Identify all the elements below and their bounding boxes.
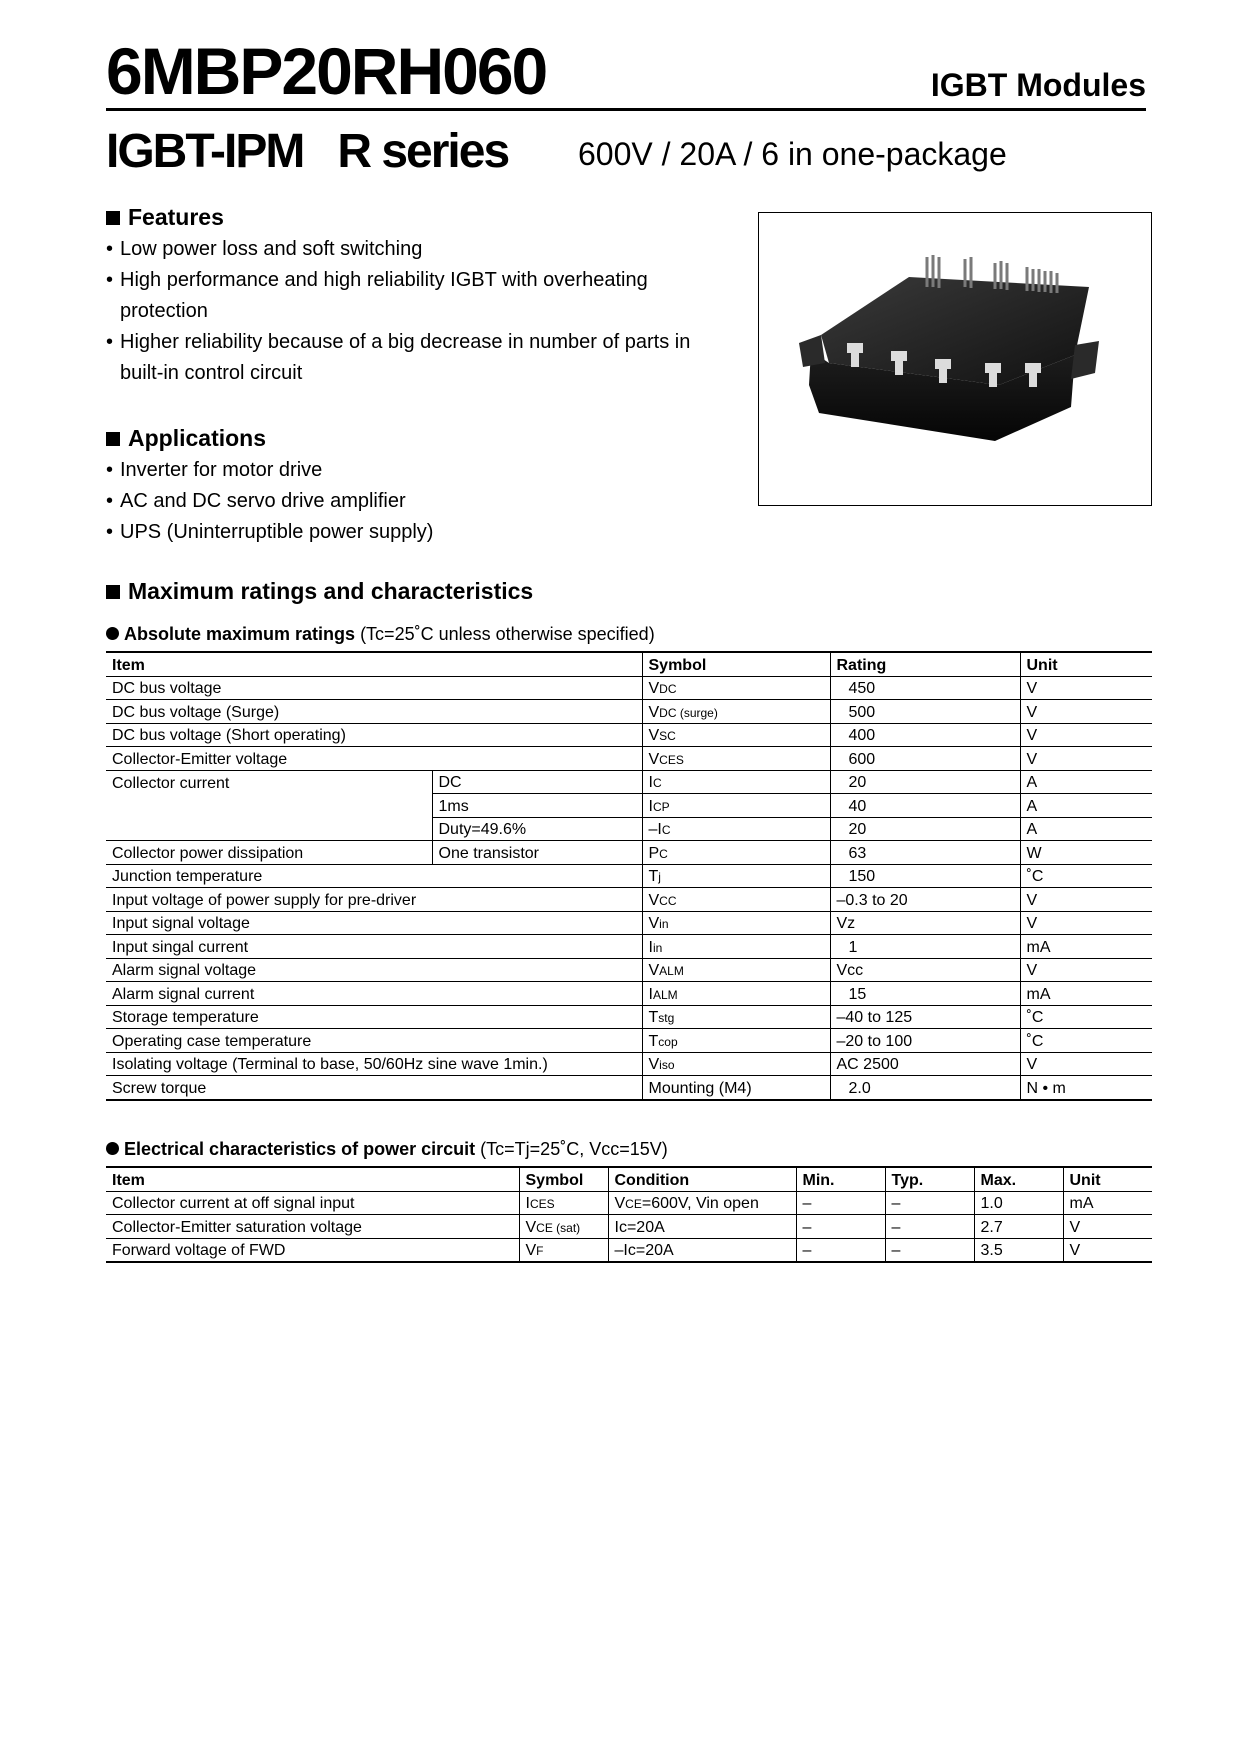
cell-unit: V bbox=[1063, 1215, 1152, 1239]
square-bullet-icon bbox=[106, 432, 120, 446]
cell-min: – bbox=[796, 1191, 885, 1215]
electrical-caption-title: Electrical characteristics of power circuit bbox=[124, 1139, 476, 1159]
abs-max-caption bbox=[106, 624, 655, 645]
list-item: • UPS (Uninterruptible power supply) bbox=[106, 521, 434, 543]
cell-unit: mA bbox=[1020, 935, 1152, 959]
cell-unit: V bbox=[1020, 911, 1152, 935]
table-row bbox=[106, 676, 1152, 700]
list-item: • Higher reliability because of a big decrease in number of parts in built-in control circuit bbox=[106, 331, 691, 384]
cell-symbol bbox=[642, 1052, 830, 1076]
col-header-min: Min. bbox=[796, 1167, 885, 1191]
square-bullet-icon bbox=[106, 585, 120, 599]
max-ratings-heading bbox=[106, 578, 533, 605]
col-header-item: Item bbox=[106, 1167, 519, 1191]
features-list bbox=[106, 234, 726, 389]
table-row bbox=[106, 1052, 1152, 1076]
symbol-subscript: F bbox=[536, 1244, 544, 1258]
abs-max-caption-title: Absolute maximum ratings bbox=[124, 624, 356, 644]
cell-symbol bbox=[642, 982, 830, 1006]
col-header-unit: Unit bbox=[1020, 652, 1152, 676]
table-row bbox=[106, 982, 1152, 1006]
col-header-rating: Rating bbox=[830, 652, 1020, 676]
electrical-caption-condition: (Tc=Tj=25˚C, Vcc=15V) bbox=[480, 1139, 668, 1159]
electrical-characteristics-table bbox=[106, 1166, 1152, 1263]
cell-condition bbox=[608, 1238, 796, 1262]
cell-rating: 63 bbox=[830, 841, 1020, 865]
symbol-subscript: in bbox=[659, 917, 669, 931]
cell-symbol bbox=[519, 1215, 608, 1239]
table-row bbox=[106, 747, 1152, 771]
feature-text: Low power loss and soft switching bbox=[120, 238, 423, 260]
cell-item: Collector current at off signal input bbox=[106, 1191, 519, 1215]
cell-typ: – bbox=[885, 1238, 974, 1262]
cell-item: DC bus voltage (Short operating) bbox=[106, 723, 642, 747]
cell-item: Operating case temperature bbox=[106, 1029, 642, 1053]
symbol-subscript: DC (surge) bbox=[659, 705, 718, 720]
symbol-main: V bbox=[648, 962, 660, 979]
symbol-main: V bbox=[648, 727, 660, 744]
abs-max-ratings-table bbox=[106, 651, 1152, 1101]
table-row bbox=[106, 770, 1152, 794]
cell-symbol bbox=[642, 747, 830, 771]
cell-item: Input voltage of power supply for pre-driver bbox=[106, 888, 642, 912]
feature-text: High performance and high reliability IGBT with overheating protection bbox=[120, 269, 648, 322]
series-title: IGBT-IPM R series bbox=[106, 125, 509, 178]
part-number: 6MBP20RH060 bbox=[106, 34, 547, 108]
feature-text: Higher reliability because of a big decrease in number of parts in built-in control circuit bbox=[120, 331, 691, 384]
cell-unit: N • m bbox=[1020, 1076, 1152, 1100]
table-header-row bbox=[106, 652, 1152, 676]
cell-unit: V bbox=[1020, 1052, 1152, 1076]
symbol-main: Mounting (M4) bbox=[648, 1079, 752, 1097]
cell-unit: A bbox=[1020, 817, 1152, 841]
cell-symbol bbox=[642, 888, 830, 912]
list-item: • AC and DC servo drive amplifier bbox=[106, 490, 406, 512]
abs-max-caption-condition: (Tc=25˚C unless otherwise specified) bbox=[360, 624, 655, 644]
cell-unit: W bbox=[1020, 841, 1152, 865]
table-row bbox=[106, 1191, 1152, 1215]
cell-item: Alarm signal voltage bbox=[106, 958, 642, 982]
cell-item bbox=[106, 794, 432, 818]
cell-item: Input singal current bbox=[106, 935, 642, 959]
cell-symbol bbox=[642, 935, 830, 959]
cell-typ: – bbox=[885, 1191, 974, 1215]
symbol-subscript: DC bbox=[659, 682, 677, 696]
cell-symbol bbox=[519, 1238, 608, 1262]
cell-rating: –20 to 100 bbox=[830, 1029, 1020, 1053]
cell-unit: V bbox=[1020, 747, 1152, 771]
cell-symbol bbox=[642, 817, 830, 841]
cell-unit: V bbox=[1020, 676, 1152, 700]
symbol-main: V bbox=[648, 1056, 660, 1073]
table-row bbox=[106, 911, 1152, 935]
symbol-main: V bbox=[648, 703, 660, 721]
cell-symbol bbox=[642, 794, 830, 818]
symbol-subscript: CES bbox=[659, 752, 684, 767]
condition-main: V bbox=[614, 1195, 626, 1212]
table-row bbox=[106, 888, 1152, 912]
cell-item: DC bus voltage (Surge) bbox=[106, 700, 642, 724]
symbol-subscript: CP bbox=[652, 799, 670, 814]
col-header-condition: Condition bbox=[608, 1167, 796, 1191]
condition-main: –Ic=20A bbox=[614, 1242, 674, 1259]
cell-rating: 150 bbox=[830, 864, 1020, 888]
application-text: Inverter for motor drive bbox=[120, 459, 323, 481]
cell-rating: Vcc bbox=[830, 958, 1020, 982]
cell-condition: DC bbox=[432, 770, 642, 794]
cell-symbol bbox=[642, 958, 830, 982]
symbol-subscript: SC bbox=[659, 729, 676, 743]
cell-unit: V bbox=[1020, 700, 1152, 724]
cell-unit: A bbox=[1020, 770, 1152, 794]
condition-subscript: CE bbox=[625, 1197, 642, 1211]
cell-condition: 1ms bbox=[432, 794, 642, 818]
symbol-main: I bbox=[525, 1195, 530, 1212]
table-row bbox=[106, 723, 1152, 747]
table-row bbox=[106, 1238, 1152, 1262]
list-item: • High performance and high reliability IGBT with overheating protection bbox=[106, 269, 648, 322]
list-item: • Low power loss and soft switching bbox=[106, 238, 423, 260]
square-bullet-icon bbox=[106, 211, 120, 225]
electrical-caption bbox=[106, 1139, 668, 1160]
cell-condition bbox=[608, 1191, 796, 1215]
cell-symbol bbox=[642, 723, 830, 747]
cell-min: – bbox=[796, 1215, 885, 1239]
circle-bullet-icon bbox=[106, 627, 119, 640]
cell-rating: 20 bbox=[830, 770, 1020, 794]
cell-item: Isolating voltage (Terminal to base, 50/60Hz sine wave 1min.) bbox=[106, 1052, 642, 1076]
cell-rating: 40 bbox=[830, 794, 1020, 818]
cell-condition bbox=[608, 1215, 796, 1239]
symbol-main: I bbox=[648, 797, 653, 815]
cell-max: 2.7 bbox=[974, 1215, 1063, 1239]
table-row bbox=[106, 958, 1152, 982]
cell-unit: ˚C bbox=[1020, 1029, 1152, 1053]
cell-rating: –0.3 to 20 bbox=[830, 888, 1020, 912]
table-row bbox=[106, 700, 1152, 724]
symbol-subscript: cop bbox=[658, 1034, 678, 1049]
symbol-main: I bbox=[648, 774, 653, 791]
table-row bbox=[106, 864, 1152, 888]
applications-heading-text: Applications bbox=[128, 425, 267, 451]
cell-typ: – bbox=[885, 1215, 974, 1239]
cell-unit: V bbox=[1063, 1238, 1152, 1262]
module-type: IGBT Modules bbox=[930, 67, 1146, 103]
cell-item: Alarm signal current bbox=[106, 982, 642, 1006]
cell-rating: 500 bbox=[830, 700, 1020, 724]
table-row bbox=[106, 794, 1152, 818]
applications-list bbox=[106, 455, 726, 548]
cell-symbol bbox=[519, 1191, 608, 1215]
cell-max: 1.0 bbox=[974, 1191, 1063, 1215]
max-ratings-heading-text: Maximum ratings and characteristics bbox=[128, 578, 534, 604]
col-header-symbol: Symbol bbox=[519, 1167, 608, 1191]
applications-heading bbox=[106, 425, 266, 452]
cell-rating: 600 bbox=[830, 747, 1020, 771]
condition-main: Ic=20A bbox=[614, 1218, 665, 1236]
cell-item: Storage temperature bbox=[106, 1005, 642, 1029]
symbol-subscript: C bbox=[661, 823, 671, 837]
cell-symbol bbox=[642, 841, 830, 865]
cell-unit: mA bbox=[1020, 982, 1152, 1006]
cell-rating: AC 2500 bbox=[830, 1052, 1020, 1076]
symbol-main: T bbox=[648, 868, 659, 885]
symbol-main: V bbox=[648, 891, 660, 909]
symbol-main: P bbox=[648, 844, 660, 862]
table-row bbox=[106, 1215, 1152, 1239]
col-header-max: Max. bbox=[974, 1167, 1063, 1191]
symbol-subscript: iso bbox=[659, 1058, 675, 1072]
symbol-main: –I bbox=[648, 821, 662, 838]
product-photo bbox=[758, 212, 1152, 506]
symbol-subscript: CC bbox=[659, 893, 677, 908]
cell-item: Collector power dissipation bbox=[106, 841, 432, 865]
symbol-subscript: in bbox=[652, 940, 663, 955]
cell-unit: V bbox=[1020, 958, 1152, 982]
cell-rating: –40 to 125 bbox=[830, 1005, 1020, 1029]
circle-bullet-icon bbox=[106, 1142, 119, 1155]
symbol-main: T bbox=[648, 1009, 659, 1026]
cell-min: – bbox=[796, 1238, 885, 1262]
cell-unit: V bbox=[1020, 888, 1152, 912]
cell-item bbox=[106, 817, 432, 841]
cell-symbol bbox=[642, 1076, 830, 1100]
cell-rating: 20 bbox=[830, 817, 1020, 841]
table-row bbox=[106, 1029, 1152, 1053]
symbol-main: T bbox=[648, 1032, 659, 1050]
symbol-main: V bbox=[525, 1218, 537, 1236]
igbt-module-illustration bbox=[759, 213, 1152, 506]
package-spec: 600V / 20A / 6 in one-package bbox=[578, 136, 1007, 172]
symbol-subscript: ALM bbox=[659, 964, 684, 978]
symbol-subscript: stg bbox=[658, 1011, 675, 1025]
table-row bbox=[106, 1076, 1152, 1100]
symbol-main: I bbox=[648, 938, 653, 956]
symbol-subscript: j bbox=[658, 870, 661, 884]
cell-symbol bbox=[642, 1029, 830, 1053]
cell-item: Forward voltage of FWD bbox=[112, 1242, 286, 1259]
features-heading-text: Features bbox=[128, 204, 224, 230]
page-header bbox=[106, 34, 1146, 111]
cell-item: Collector-Emitter voltage bbox=[106, 747, 642, 771]
cell-unit: ˚C bbox=[1020, 864, 1152, 888]
cell-rating: 2.0 bbox=[830, 1076, 1020, 1100]
cell-condition: One transistor bbox=[432, 841, 642, 865]
condition-rest: =600V, Vin open bbox=[641, 1195, 759, 1212]
list-item: • Inverter for motor drive bbox=[106, 459, 323, 481]
cell-item: Collector current bbox=[112, 774, 230, 792]
symbol-main: V bbox=[648, 750, 660, 768]
symbol-main: V bbox=[648, 915, 660, 932]
symbol-subscript: C bbox=[659, 846, 668, 861]
cell-item: Input signal voltage bbox=[106, 911, 642, 935]
symbol-subscript: C bbox=[652, 776, 662, 790]
table-row bbox=[106, 841, 1152, 865]
table-row bbox=[106, 817, 1152, 841]
cell-rating: 1 bbox=[830, 935, 1020, 959]
col-header-item: Item bbox=[106, 652, 642, 676]
cell-item: DC bus voltage bbox=[106, 676, 642, 700]
col-header-typ: Typ. bbox=[885, 1167, 974, 1191]
symbol-main: V bbox=[648, 680, 660, 697]
table-header-row bbox=[106, 1167, 1152, 1191]
cell-rating: 15 bbox=[830, 982, 1020, 1006]
cell-unit: mA bbox=[1063, 1191, 1152, 1215]
cell-rating: Vz bbox=[830, 911, 1020, 935]
application-text: AC and DC servo drive amplifier bbox=[120, 490, 406, 512]
symbol-main: I bbox=[648, 985, 653, 1003]
symbol-subscript: CE (sat) bbox=[536, 1220, 581, 1235]
cell-symbol bbox=[642, 676, 830, 700]
cell-unit: ˚C bbox=[1020, 1005, 1152, 1029]
symbol-subscript: CES bbox=[529, 1197, 555, 1211]
cell-unit: V bbox=[1020, 723, 1152, 747]
cell-rating: 400 bbox=[830, 723, 1020, 747]
col-header-symbol: Symbol bbox=[642, 652, 830, 676]
features-heading bbox=[106, 204, 224, 231]
cell-symbol bbox=[642, 700, 830, 724]
cell-max: 3.5 bbox=[974, 1238, 1063, 1262]
cell-unit: A bbox=[1020, 794, 1152, 818]
cell-symbol bbox=[642, 770, 830, 794]
symbol-subscript: ALM bbox=[652, 987, 678, 1002]
cell-symbol bbox=[642, 1005, 830, 1029]
table-row bbox=[106, 1005, 1152, 1029]
cell-condition: Duty=49.6% bbox=[432, 817, 642, 841]
cell-item: Collector-Emitter saturation voltage bbox=[106, 1215, 519, 1239]
cell-item: Junction temperature bbox=[106, 864, 642, 888]
cell-rating: 450 bbox=[830, 676, 1020, 700]
table-row bbox=[106, 935, 1152, 959]
cell-symbol bbox=[642, 911, 830, 935]
application-text: UPS (Uninterruptible power supply) bbox=[120, 521, 434, 543]
cell-symbol bbox=[642, 864, 830, 888]
cell-item: Screw torque bbox=[112, 1079, 207, 1097]
col-header-unit: Unit bbox=[1063, 1167, 1152, 1191]
symbol-main: V bbox=[525, 1242, 537, 1259]
